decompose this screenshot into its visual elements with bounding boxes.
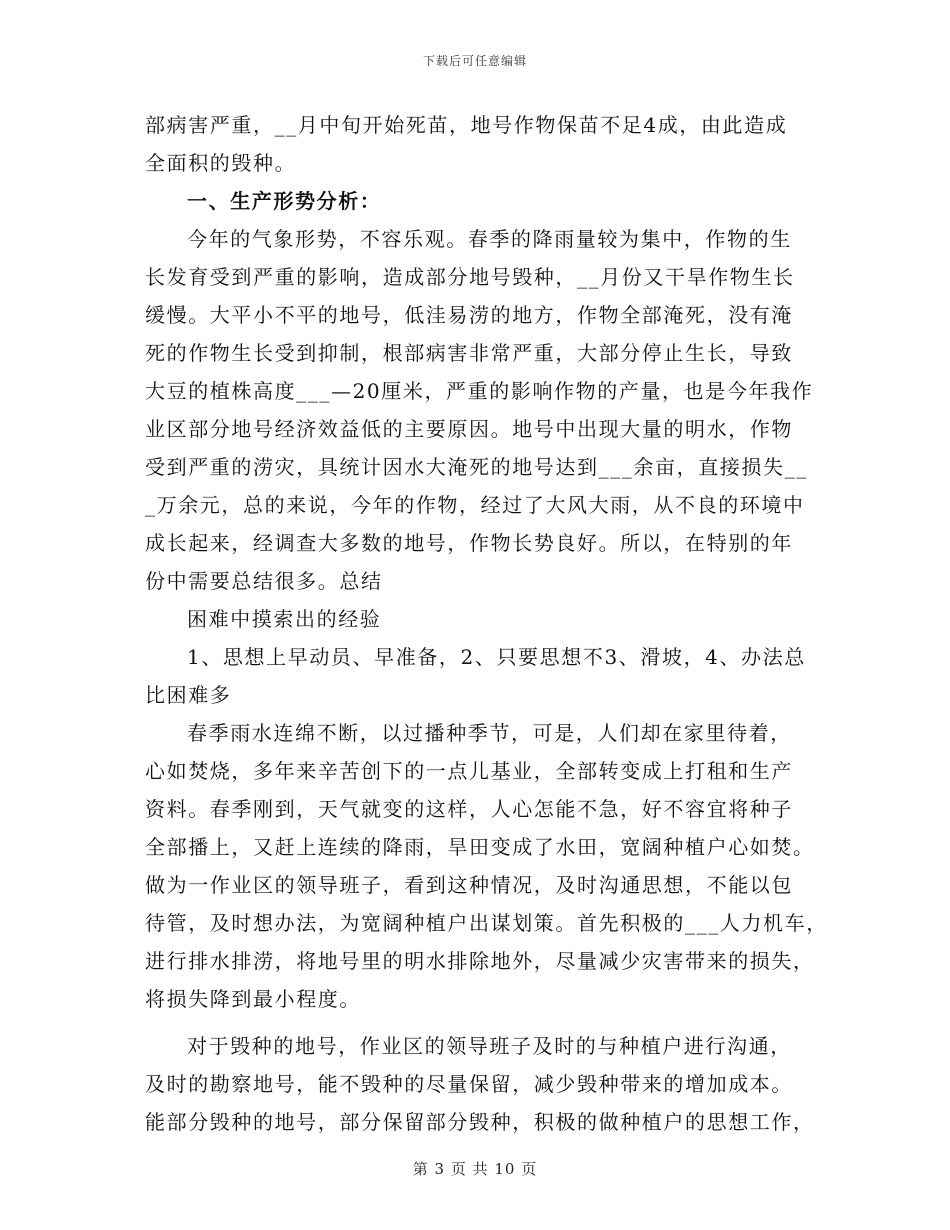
paragraph-line: 受到严重的涝灾，具统计因水大淹死的地号达到___余亩，直接损失__ [145,455,808,479]
paragraph-line: 困难中摸索出的经验 [187,607,382,631]
paragraph-line: 长发育受到严重的影响，造成部分地号毁种，__月份又干旱作物生长 [145,265,795,289]
paragraph-line: 待管，及时想办法，为宽阔种植户出谋划策。首先积极的___人力机车， [145,911,828,935]
paragraph-line: 将损失降到最小程度。 [145,987,361,1011]
paragraph-line: 死的作物生长受到抑制，根部病害非常严重，大部分停止生长，导致 [145,341,793,365]
paragraph-line: 份中需要总结很多。总结 [145,569,383,593]
page-header: 下载后可任意编辑 [422,54,527,68]
paragraph-line: 比困难多 [145,683,232,707]
paragraph-line: 成长起来，经调查大多数的地号，作物长势良好。所以，在特别的年 [145,531,793,555]
paragraph-line: 大豆的植株高度___—20厘米，严重的影响作物的产量，也是今年我作 [145,379,814,403]
document-body [145,106,828,1141]
paragraph-line: 1、思想上早动员、早准备，2、只要思想不3、滑坡，4、办法总 [187,645,806,669]
paragraph-line: 全面积的毁种。 [145,151,297,175]
paragraph-line: 业区部分地号经济效益低的主要原因。地号中出现大量的明水，作物 [145,417,793,441]
paragraph-line: 缓慢。大平小不平的地号，低洼易涝的地方，作物全部淹死，没有淹 [145,303,793,327]
page-number: 第 3 页 共 10 页 [412,1160,538,1178]
paragraph-line: 资料。春季刚到，天气就变的这样，人心怎能不急，好不容宜将种子 [145,797,793,821]
paragraph-spacing [145,1018,805,1027]
paragraph-line: 全部播上，又赶上连续的降雨，旱田变成了水田，宽阔种植户心如焚。 [145,835,815,859]
paragraph-line: 春季雨水连绵不断，以过播种季节，可是，人们却在家里待着， [187,721,792,745]
section-heading: 一、生产形势分析： [187,189,382,213]
paragraph-line: 心如焚烧，多年来辛苦创下的一点儿基业，全部转变成上打租和生产 [145,759,793,783]
paragraph-line: _万余元，总的来说，今年的作物，经过了大风大雨，从不良的环境中 [145,493,805,517]
paragraph-line: 及时的勘察地号，能不毁种的尽量保留，减少毁种带来的增加成本。 [145,1072,793,1096]
paragraph-line: 做为一作业区的领导班子，看到这种情况，及时沟通思想，不能以包 [145,873,793,897]
paragraph-line: 对于毁种的地号，作业区的领导班子及时的与种植户进行沟通， [187,1034,792,1058]
paragraph-line: 能部分毁种的地号，部分保留部分毁种，积极的做种植户的思想工作， [145,1110,815,1134]
paragraph-line: 今年的气象形势，不容乐观。春季的降雨量较为集中，作物的生 [187,227,792,251]
paragraph-line: 部病害严重，__月中旬开始死苗，地号作物保苗不足4成，由此造成 [145,113,788,137]
paragraph-line: 进行排水排涝，将地号里的明水排除地外，尽量减少灾害带来的损失， [145,949,815,973]
